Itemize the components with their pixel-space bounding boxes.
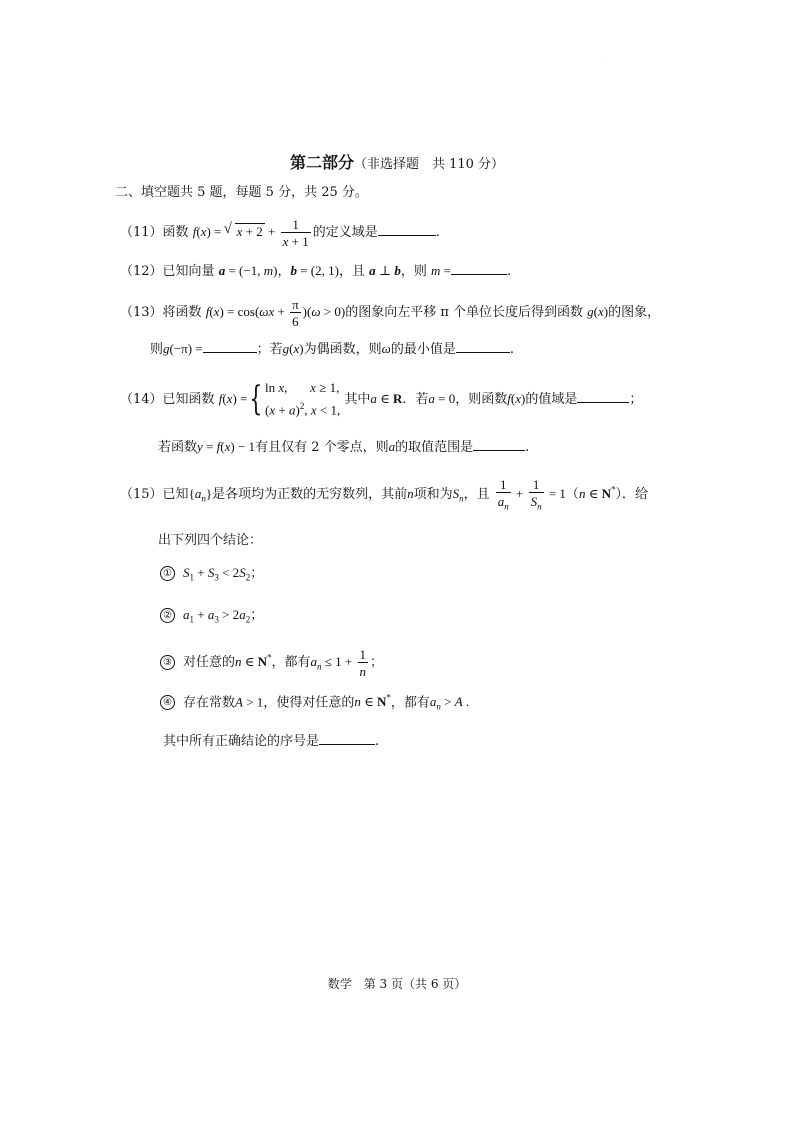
question-13-line1: （13）将函数 f(x) = cos(ωx + $\frac{\pi}{6}$ )(ω > 0)的图象向左平移 π 个单位长度后得到函数 g(x)的图象， [120,297,661,329]
q15-mid2: 项和为 [413,486,453,502]
question-13-line2: 则g(−π) = ；若g(x)为偶函数，则ω的最小值是 . [150,341,514,357]
q13-line2c: 为偶函数，则 [303,342,382,357]
q11-answer-blank[interactable] [378,223,436,236]
q15-line2: 出下列四个结论： [158,533,263,548]
q15-number: （15） [120,486,163,502]
q13-number: （13） [120,304,163,320]
q14-answer-blank-2[interactable] [473,438,525,451]
q13-line2a: 则 [150,342,164,357]
question-14-line1: （14）已知函数 f(x) ={ ln x, x ≥ 1, $(x + a)^2$, x < 1, 其中a ∈ R．若a = 0，则函数f(x)的值域是 ； [120,379,643,420]
q12-end: . [506,264,512,279]
q15-mid1: 是各项均为正数的无穷数列，其前 [212,486,408,502]
question-15-line1: （15）已知$\{a_n\}$是各项均为正数的无穷数列，其前n项和为$S_n$，且 $\frac{1}{a_n}$ + $\frac{1}{S_n}$ = 1（n ∈ N*）．给 [120,477,648,512]
q14-line2b: 有且仅有 2 个零点，则 [255,440,389,455]
section-heading: 第二部分 [289,153,354,172]
q12-then: ，则 [400,264,427,279]
q14-end: . [525,440,530,455]
conclusion-2: ② $a_1 + a_3 > 2a_2$； [160,608,263,625]
q15-final-text: 其中所有正确结论的序号是 [163,734,320,749]
c4-text-c: ，都有 [390,695,430,711]
q15-lead: 已知 [162,486,189,502]
q13-line2d: 的最小值是 [390,342,456,357]
q15-answer-blank[interactable] [319,732,375,745]
conclusion-1: ① $S_1 + S_3 < 2S_2$； [160,566,263,583]
q14-then: ，则函数 [455,391,508,407]
q15-final [163,732,379,748]
q13-lead: 将函数 [162,304,202,320]
q14-lead: 已知函数 [162,391,215,407]
section-title [0,150,794,173]
q14-line2c: 的取值范围是 [395,440,474,455]
q14-answer-blank-1[interactable] [577,390,629,403]
c3-text-b: ，都有 [271,654,311,670]
q13-line2b: ；若 [256,342,283,357]
q11-tail: 的定义域是 [312,224,378,240]
q12-number: （12） [120,264,163,279]
q11-end: . [435,224,440,240]
q13-mid: 的图象向左平移 π 个单位长度后得到函数 [345,304,583,320]
q12-mid: ，且 [338,264,365,279]
q15-end: . [375,734,380,749]
q13-answer-blank-1[interactable] [203,340,257,353]
conclusion-1-label: ① [160,566,175,581]
q11-number: （11） [120,224,163,240]
q14-tail: 的值域是 [525,391,578,407]
q14-line2a: 若函数 [158,440,198,455]
conclusion-4-label: ④ [160,695,175,710]
q13-end: . [509,342,514,357]
q14-mid: 其中 [344,391,371,407]
instructions: 二、填空题共 5 题，每题 5 分，共 25 分。 [115,185,368,200]
q15-mid3: ，且 [463,486,490,502]
q14-number: （14） [120,391,163,407]
conclusion-3-label: ③ [160,655,175,670]
q11-lead: 函数 [162,224,189,240]
question-12: （12）已知向量 a = (−1, m)，b = (2, 1)，且 a ⊥ b，则 m = . [120,263,512,279]
conclusion-4: ④ 存在常数A > 1，使得对任意的n ∈ N*，都有$a_n > A$ . [160,694,469,712]
c4-text-a: 存在常数 [183,695,236,711]
c3-text-a: 对任意的 [183,654,236,670]
question-14-line2: 若函数y = f(x) − 1有且仅有 2 个零点，则a的取值范围是 . [158,439,530,455]
corner-mark: · [602,60,604,67]
q12-answer-blank[interactable] [451,262,507,275]
q13-answer-blank-2[interactable] [456,340,510,353]
q14-semi: ； [629,391,643,407]
conclusion-3: ③ 对任意的n ∈ N*，都有$a_n \le 1$ + $\frac{1}{n}$ ； [160,648,383,678]
q14-if: ．若 [402,391,429,407]
conclusion-2-label: ② [160,608,175,623]
q12-lead: 已知向量 [162,264,215,279]
q15-tail: ．给 [621,486,648,502]
section-subtitle: （非选择题 共 110 分） [353,157,505,172]
c4-text-b: ，使得对任意的 [263,695,355,711]
q13-tail: 的图象， [608,304,661,320]
page-footer: 数学 第 3 页（共 6 页） [327,977,467,991]
question-11: （11）函数 f(x) = √ x + 2 + $\frac{1}{x + 1}$ 的定义域是 . [120,218,440,248]
